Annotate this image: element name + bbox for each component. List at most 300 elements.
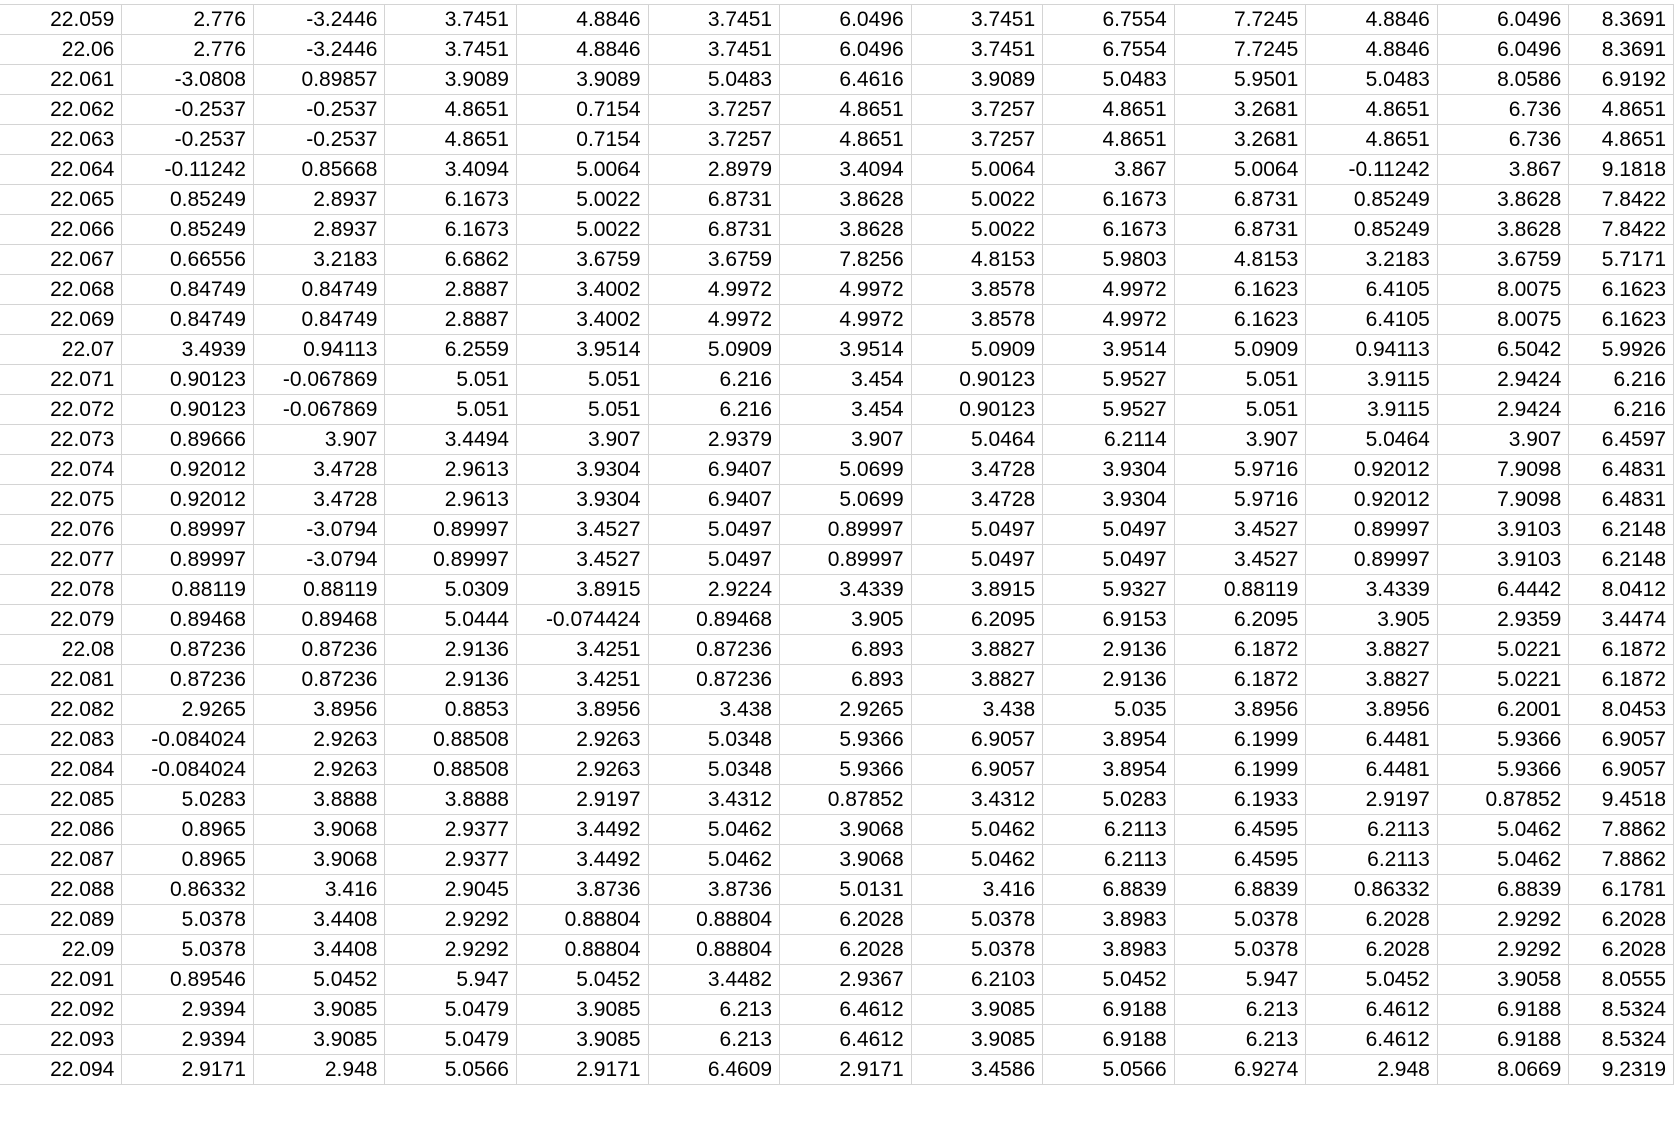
table-cell[interactable]: 4.8846 [1306,35,1438,65]
table-cell[interactable]: 4.8651 [1569,95,1674,125]
table-cell[interactable]: 8.0412 [1569,575,1674,605]
table-cell[interactable]: 3.8956 [1174,695,1306,725]
table-cell[interactable]: 4.8153 [911,245,1043,275]
table-cell[interactable]: 6.4616 [780,65,912,95]
table-cell[interactable]: 7.7245 [1174,5,1306,35]
table-cell[interactable]: 7.8422 [1569,185,1674,215]
table-cell[interactable]: 3.9085 [253,1025,385,1055]
table-cell[interactable]: 3.9103 [1437,545,1569,575]
table-cell[interactable]: 6.2559 [385,335,517,365]
table-cell[interactable]: 5.0378 [911,905,1043,935]
table-cell[interactable]: 6.213 [648,1025,780,1055]
table-cell[interactable]: 6.893 [780,665,912,695]
table-cell[interactable]: 0.92012 [1306,485,1438,515]
table-cell[interactable]: -0.084024 [122,755,254,785]
table-cell[interactable]: 0.87236 [648,665,780,695]
table-cell[interactable]: 3.6759 [1437,245,1569,275]
table-cell[interactable]: 0.88119 [1174,575,1306,605]
table-cell[interactable]: 6.4831 [1569,455,1674,485]
table-cell[interactable]: 6.4442 [1437,575,1569,605]
table-cell[interactable]: 2.9379 [648,425,780,455]
table-cell[interactable]: 0.8965 [122,815,254,845]
table-cell[interactable]: 6.4597 [1569,425,1674,455]
table-cell[interactable]: 8.0555 [1569,965,1674,995]
table-cell[interactable]: 22.068 [0,275,122,305]
table-cell[interactable]: 2.9394 [122,995,254,1025]
table-cell[interactable]: 2.9613 [385,455,517,485]
table-cell[interactable]: 5.0452 [1043,965,1175,995]
table-cell[interactable]: 6.9057 [1569,755,1674,785]
table-cell[interactable]: 3.9304 [516,455,648,485]
table-cell[interactable]: 6.0496 [780,5,912,35]
table-cell[interactable]: 22.063 [0,125,122,155]
table-cell[interactable]: 6.1872 [1569,635,1674,665]
table-cell[interactable]: 3.8983 [1043,905,1175,935]
table-cell[interactable]: 0.89997 [780,515,912,545]
table-cell[interactable]: 3.7451 [911,5,1043,35]
table-cell[interactable]: 22.064 [0,155,122,185]
table-cell[interactable]: 6.8731 [1174,185,1306,215]
table-cell[interactable]: 6.2148 [1569,545,1674,575]
table-cell[interactable]: 2.9265 [780,695,912,725]
table-cell[interactable]: 3.9304 [516,485,648,515]
table-cell[interactable]: 0.90123 [122,365,254,395]
table-cell[interactable]: 6.9188 [1043,995,1175,1025]
table-cell[interactable]: 2.9377 [385,815,517,845]
table-cell[interactable]: 22.062 [0,95,122,125]
table-cell[interactable]: 3.4474 [1569,605,1674,635]
table-cell[interactable]: 5.0221 [1437,665,1569,695]
table-cell[interactable]: 5.0022 [911,185,1043,215]
table-cell[interactable]: 4.8153 [1174,245,1306,275]
table-cell[interactable]: 8.0075 [1437,275,1569,305]
table-cell[interactable]: 0.88804 [516,905,648,935]
table-cell[interactable]: 2.9136 [385,665,517,695]
table-cell[interactable]: -0.084024 [122,725,254,755]
table-cell[interactable]: 6.1623 [1569,275,1674,305]
table-cell[interactable]: 3.2183 [253,245,385,275]
table-cell[interactable]: 3.8736 [648,875,780,905]
table-cell[interactable]: -3.2446 [253,5,385,35]
table-cell[interactable]: 3.2681 [1174,125,1306,155]
table-cell[interactable]: 5.9527 [1043,395,1175,425]
table-cell[interactable]: 0.94113 [253,335,385,365]
table-cell[interactable]: 2.9224 [648,575,780,605]
table-cell[interactable]: 3.4492 [516,845,648,875]
table-cell[interactable]: 6.213 [1174,1025,1306,1055]
table-cell[interactable]: 5.9716 [1174,455,1306,485]
table-cell[interactable]: 3.416 [911,875,1043,905]
table-cell[interactable]: 4.8846 [1306,5,1438,35]
table-cell[interactable]: 6.9188 [1043,1025,1175,1055]
table-cell[interactable]: 3.9085 [253,995,385,1025]
table-cell[interactable]: 3.8888 [385,785,517,815]
table-cell[interactable]: 3.4312 [911,785,1043,815]
table-cell[interactable]: 22.073 [0,425,122,455]
table-cell[interactable]: 0.88508 [385,725,517,755]
table-cell[interactable]: 0.8853 [385,695,517,725]
table-cell[interactable]: 6.4609 [648,1055,780,1085]
table-cell[interactable]: 3.907 [253,425,385,455]
table-cell[interactable]: 5.0699 [780,485,912,515]
table-cell[interactable]: 6.8839 [1437,875,1569,905]
table-cell[interactable]: 3.8915 [911,575,1043,605]
table-cell[interactable]: 5.9366 [1437,755,1569,785]
table-cell[interactable]: 5.051 [1174,395,1306,425]
table-cell[interactable]: 6.216 [1569,395,1674,425]
table-cell[interactable]: -0.074424 [516,605,648,635]
table-cell[interactable]: 3.4094 [385,155,517,185]
table-cell[interactable]: 8.0669 [1437,1055,1569,1085]
table-cell[interactable]: 3.4002 [516,305,648,335]
table-cell[interactable]: 3.4527 [1174,545,1306,575]
table-cell[interactable]: 5.0464 [911,425,1043,455]
table-cell[interactable]: 3.8827 [911,635,1043,665]
table-cell[interactable]: 5.0022 [516,185,648,215]
table-cell[interactable]: 2.9263 [516,725,648,755]
table-cell[interactable]: 22.07 [0,335,122,365]
table-cell[interactable]: 2.9197 [516,785,648,815]
table-cell[interactable]: 3.905 [1306,605,1438,635]
table-cell[interactable]: 0.84749 [122,305,254,335]
table-cell[interactable]: 3.9089 [385,65,517,95]
table-cell[interactable]: 6.2028 [780,935,912,965]
table-cell[interactable]: 3.8915 [516,575,648,605]
table-cell[interactable]: 7.8862 [1569,815,1674,845]
table-cell[interactable]: 0.90123 [911,365,1043,395]
table-cell[interactable]: 5.0483 [648,65,780,95]
table-cell[interactable]: 3.8578 [911,305,1043,335]
table-cell[interactable]: 3.9304 [1043,455,1175,485]
table-cell[interactable]: 22.061 [0,65,122,95]
table-cell[interactable]: 6.1673 [385,215,517,245]
table-cell[interactable]: 3.4728 [253,485,385,515]
table-cell[interactable]: 22.078 [0,575,122,605]
table-cell[interactable]: 9.2319 [1569,1055,1674,1085]
table-cell[interactable]: 6.0496 [1437,35,1569,65]
table-cell[interactable]: 0.89997 [1306,545,1438,575]
table-cell[interactable]: 3.8956 [253,695,385,725]
table-cell[interactable]: 2.9292 [385,905,517,935]
table-cell[interactable]: 2.948 [1306,1055,1438,1085]
table-cell[interactable]: 7.7245 [1174,35,1306,65]
table-cell[interactable]: 5.051 [385,365,517,395]
table-cell[interactable]: 5.0378 [122,935,254,965]
table-cell[interactable]: 22.092 [0,995,122,1025]
table-cell[interactable]: 3.4586 [911,1055,1043,1085]
table-cell[interactable]: 22.082 [0,695,122,725]
table-cell[interactable]: 2.9394 [122,1025,254,1055]
table-cell[interactable]: 6.6862 [385,245,517,275]
table-cell[interactable]: 3.8628 [780,185,912,215]
table-cell[interactable]: 3.8628 [1437,185,1569,215]
table-cell[interactable]: 4.8651 [1569,125,1674,155]
table-cell[interactable]: 4.8651 [1043,95,1175,125]
table-cell[interactable]: 3.8954 [1043,725,1175,755]
table-cell[interactable]: 3.8954 [1043,755,1175,785]
table-cell[interactable]: 6.9153 [1043,605,1175,635]
table-cell[interactable]: 5.9501 [1174,65,1306,95]
table-cell[interactable]: 22.072 [0,395,122,425]
table-cell[interactable]: 6.2095 [911,605,1043,635]
table-cell[interactable]: 6.2113 [1043,815,1175,845]
table-cell[interactable]: 5.0909 [1174,335,1306,365]
table-cell[interactable]: 5.0022 [516,215,648,245]
table-cell[interactable]: 3.4728 [911,485,1043,515]
table-cell[interactable]: 3.4251 [516,635,648,665]
table-cell[interactable]: 5.0452 [516,965,648,995]
table-cell[interactable]: 6.9188 [1437,995,1569,1025]
table-cell[interactable]: 6.4105 [1306,275,1438,305]
table-cell[interactable]: 2.9424 [1437,365,1569,395]
table-cell[interactable]: -0.2537 [253,95,385,125]
table-cell[interactable]: 22.086 [0,815,122,845]
table-cell[interactable]: 6.213 [648,995,780,1025]
table-cell[interactable]: 3.907 [516,425,648,455]
table-cell[interactable]: 0.88804 [516,935,648,965]
table-cell[interactable]: 3.9514 [516,335,648,365]
table-cell[interactable]: 5.051 [1174,365,1306,395]
table-cell[interactable]: 22.091 [0,965,122,995]
table-cell[interactable]: 0.89468 [122,605,254,635]
table-cell[interactable]: 3.4527 [516,545,648,575]
table-cell[interactable]: 2.9136 [385,635,517,665]
table-cell[interactable]: 2.9171 [516,1055,648,1085]
table-cell[interactable]: 6.1623 [1174,275,1306,305]
table-cell[interactable]: 5.9327 [1043,575,1175,605]
table-cell[interactable]: 2.9377 [385,845,517,875]
table-cell[interactable]: 0.86332 [1306,875,1438,905]
table-cell[interactable]: 6.1999 [1174,755,1306,785]
table-cell[interactable]: 8.5324 [1569,1025,1674,1055]
table-cell[interactable]: 5.0462 [648,815,780,845]
table-cell[interactable]: 4.9972 [648,305,780,335]
table-cell[interactable]: 0.8965 [122,845,254,875]
spreadsheet-grid[interactable] [0,4,1674,1085]
table-cell[interactable]: 5.0064 [516,155,648,185]
table-cell[interactable]: 3.8827 [1306,635,1438,665]
table-cell[interactable]: 4.8651 [1306,95,1438,125]
table-cell[interactable]: 3.905 [780,605,912,635]
table-cell[interactable]: -3.0794 [253,545,385,575]
table-cell[interactable]: 4.9972 [648,275,780,305]
table-cell[interactable]: 2.9197 [1306,785,1438,815]
table-cell[interactable]: 0.89857 [253,65,385,95]
table-cell[interactable]: 5.0909 [911,335,1043,365]
table-cell[interactable]: 3.907 [1437,425,1569,455]
table-cell[interactable]: 0.89997 [780,545,912,575]
table-cell[interactable]: 3.9058 [1437,965,1569,995]
table-cell[interactable]: 2.9136 [1043,635,1175,665]
table-cell[interactable]: 5.0462 [648,845,780,875]
table-cell[interactable]: 3.4408 [253,905,385,935]
table-cell[interactable]: 6.2028 [1306,905,1438,935]
table-cell[interactable]: 0.88119 [253,575,385,605]
table-cell[interactable]: 0.85249 [122,215,254,245]
table-cell[interactable]: 22.076 [0,515,122,545]
table-cell[interactable]: 5.0909 [648,335,780,365]
table-cell[interactable]: 5.0483 [1306,65,1438,95]
table-cell[interactable]: 5.0064 [1174,155,1306,185]
table-cell[interactable]: 22.077 [0,545,122,575]
table-cell[interactable]: 6.9407 [648,455,780,485]
table-cell[interactable]: 5.0497 [648,545,780,575]
table-cell[interactable]: 2.8979 [648,155,780,185]
table-cell[interactable]: -0.2537 [122,95,254,125]
table-cell[interactable]: 0.86332 [122,875,254,905]
table-cell[interactable]: 5.0283 [122,785,254,815]
table-cell[interactable]: 22.088 [0,875,122,905]
table-cell[interactable]: 3.4494 [385,425,517,455]
table-cell[interactable]: 22.06 [0,35,122,65]
table-cell[interactable]: 3.7451 [385,35,517,65]
table-cell[interactable]: 2.776 [122,5,254,35]
table-cell[interactable]: 5.0497 [1043,515,1175,545]
table-cell[interactable]: 0.89997 [385,545,517,575]
table-cell[interactable]: 6.9274 [1174,1055,1306,1085]
table-cell[interactable]: 22.071 [0,365,122,395]
table-cell[interactable]: 6.4595 [1174,815,1306,845]
table-cell[interactable]: 3.9089 [911,65,1043,95]
table-cell[interactable]: 3.9068 [780,845,912,875]
table-cell[interactable]: 6.4612 [1306,1025,1438,1055]
table-cell[interactable]: 3.4527 [516,515,648,545]
table-cell[interactable]: 7.8422 [1569,215,1674,245]
table-cell[interactable]: 6.2028 [1569,905,1674,935]
table-cell[interactable]: 0.88119 [122,575,254,605]
table-cell[interactable]: 6.2113 [1306,845,1438,875]
table-cell[interactable]: 3.7257 [911,95,1043,125]
table-cell[interactable]: 5.035 [1043,695,1175,725]
table-cell[interactable]: 2.8887 [385,305,517,335]
table-cell[interactable]: 7.9098 [1437,455,1569,485]
table-cell[interactable]: 3.8827 [1306,665,1438,695]
table-cell[interactable]: 2.9424 [1437,395,1569,425]
table-cell[interactable]: 0.89666 [122,425,254,455]
table-cell[interactable]: 6.1673 [1043,215,1175,245]
table-cell[interactable]: 3.4408 [253,935,385,965]
table-cell[interactable]: 2.9292 [385,935,517,965]
table-cell[interactable]: 5.0462 [911,845,1043,875]
table-cell[interactable]: 3.9085 [516,1025,648,1055]
table-cell[interactable]: 5.0497 [911,515,1043,545]
table-cell[interactable]: 6.1673 [385,185,517,215]
table-cell[interactable]: 3.9514 [1043,335,1175,365]
table-cell[interactable]: 3.867 [1043,155,1175,185]
table-cell[interactable]: 3.8956 [1306,695,1438,725]
table-cell[interactable]: 5.0566 [1043,1055,1175,1085]
table-cell[interactable]: 22.08 [0,635,122,665]
table-cell[interactable]: 5.051 [385,395,517,425]
table-cell[interactable]: 0.89546 [122,965,254,995]
table-cell[interactable]: 6.4481 [1306,755,1438,785]
table-cell[interactable]: 22.093 [0,1025,122,1055]
table-cell[interactable]: 6.1781 [1569,875,1674,905]
table-cell[interactable]: 4.8846 [516,5,648,35]
table-cell[interactable]: 6.216 [648,395,780,425]
table-cell[interactable]: 3.9115 [1306,395,1438,425]
table-cell[interactable]: 3.438 [648,695,780,725]
table-cell[interactable]: 8.0075 [1437,305,1569,335]
table-cell[interactable]: 22.067 [0,245,122,275]
table-cell[interactable]: 7.9098 [1437,485,1569,515]
table-cell[interactable]: 5.9803 [1043,245,1175,275]
table-cell[interactable]: 5.0699 [780,455,912,485]
table-cell[interactable]: 5.0283 [1043,785,1175,815]
table-cell[interactable]: 22.085 [0,785,122,815]
table-cell[interactable]: 3.7257 [648,95,780,125]
table-cell[interactable]: 3.8628 [780,215,912,245]
table-cell[interactable]: 6.4612 [1306,995,1438,1025]
table-cell[interactable]: 2.9263 [253,755,385,785]
table-cell[interactable]: 8.3691 [1569,35,1674,65]
table-cell[interactable]: 3.7257 [648,125,780,155]
table-cell[interactable]: 3.9068 [253,845,385,875]
table-cell[interactable]: 6.1999 [1174,725,1306,755]
table-cell[interactable]: 22.066 [0,215,122,245]
table-cell[interactable]: 6.2028 [1569,935,1674,965]
table-cell[interactable]: 0.89468 [253,605,385,635]
table-cell[interactable]: 3.907 [1174,425,1306,455]
table-cell[interactable]: 4.8651 [385,125,517,155]
table-cell[interactable]: 3.6759 [516,245,648,275]
table-cell[interactable]: 22.079 [0,605,122,635]
table-cell[interactable]: 22.094 [0,1055,122,1085]
table-cell[interactable]: 5.9366 [1437,725,1569,755]
table-cell[interactable]: 22.069 [0,305,122,335]
table-cell[interactable]: 2.9359 [1437,605,1569,635]
table-cell[interactable]: 3.4939 [122,335,254,365]
table-cell[interactable]: 3.9085 [911,995,1043,1025]
table-cell[interactable]: 7.8256 [780,245,912,275]
table-cell[interactable]: -0.11242 [122,155,254,185]
table-cell[interactable]: 6.9407 [648,485,780,515]
table-cell[interactable]: 2.9292 [1437,935,1569,965]
table-cell[interactable]: 6.9057 [1569,725,1674,755]
table-cell[interactable]: 0.87236 [122,665,254,695]
table-cell[interactable]: 3.7451 [911,35,1043,65]
table-cell[interactable]: 3.9304 [1043,485,1175,515]
table-cell[interactable]: 0.88804 [648,905,780,935]
table-cell[interactable]: 0.87236 [253,665,385,695]
table-cell[interactable]: 6.0496 [1437,5,1569,35]
table-cell[interactable]: 0.88508 [385,755,517,785]
table-cell[interactable]: 3.2681 [1174,95,1306,125]
table-cell[interactable]: 0.84749 [253,275,385,305]
table-cell[interactable]: 3.7451 [648,35,780,65]
table-cell[interactable]: 3.9068 [253,815,385,845]
table-cell[interactable]: -0.2537 [122,125,254,155]
table-cell[interactable]: 5.0464 [1306,425,1438,455]
table-cell[interactable]: 3.9089 [516,65,648,95]
table-cell[interactable]: 2.9265 [122,695,254,725]
table-cell[interactable]: 6.1872 [1174,635,1306,665]
table-cell[interactable]: 3.8827 [911,665,1043,695]
table-cell[interactable]: 2.9263 [253,725,385,755]
table-cell[interactable]: 8.0586 [1437,65,1569,95]
table-cell[interactable]: -3.0808 [122,65,254,95]
table-cell[interactable]: 5.0483 [1043,65,1175,95]
table-cell[interactable]: 6.4612 [780,995,912,1025]
table-cell[interactable]: 3.9085 [516,995,648,1025]
table-cell[interactable]: 3.867 [1437,155,1569,185]
table-cell[interactable]: 3.4339 [1306,575,1438,605]
table-cell[interactable]: 22.075 [0,485,122,515]
table-cell[interactable]: 5.0452 [1306,965,1438,995]
table-cell[interactable]: 9.4518 [1569,785,1674,815]
table-cell[interactable]: 6.4481 [1306,725,1438,755]
table-cell[interactable]: 3.7451 [648,5,780,35]
